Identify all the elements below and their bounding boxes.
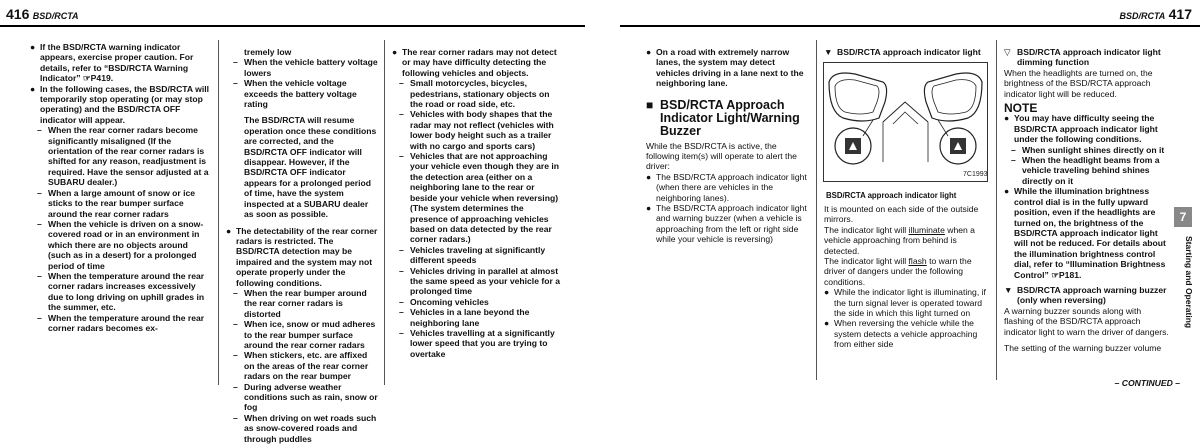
left-header-rule	[0, 25, 585, 27]
paragraph: It is mounted on each side of the outside mirrors.	[824, 204, 979, 225]
sub-item: – Vehicles driving in parallel at almost the same speed as your vehicle for a prolonged time	[399, 265, 560, 297]
mirror-illustration	[823, 62, 988, 182]
chapter-tab: 7	[1174, 207, 1192, 227]
left-header	[6, 6, 79, 22]
chapter-side-label: Starting and Operating	[1184, 236, 1194, 329]
sub-item: – When stickers, etc. are affixed on the areas of the rear corner radars on the rear bumper	[233, 350, 369, 382]
sub-item: – Small motorcycles, bicycles, pedestrians, stationary objects on the road or road side, etc.	[399, 78, 550, 110]
column-5	[824, 47, 992, 57]
column-1	[30, 42, 212, 333]
column-2	[226, 47, 378, 444]
list-item: ● While the indicator light is illuminating, if the turn signal lever is operated toward the side in which this light turned on	[824, 287, 986, 319]
sub-item: – Vehicles with body shapes that the radar may not reflect (vehicles with lower body height such as a trailer with no cargo and sports cars)	[399, 109, 554, 151]
figure-caption: BSD/RCTA approach indicator light	[826, 191, 957, 200]
list-item: ● When reversing the vehicle while the system detects a vehicle approaching from either side	[824, 318, 978, 350]
subsection-heading: ▼ BSD/RCTA approach indicator light	[824, 47, 981, 57]
sub-item: – Vehicles that are not approaching your vehicle even though they are in the detection area (either on a neighboring lane to the rear or beside your vehicle when reversing) (The system determines the presence of approaching vehicles based on data detected by the rear corner radars.)	[399, 151, 559, 245]
left-chapter-title: BSD/RCTA	[32, 11, 79, 21]
column-6	[1004, 47, 1170, 353]
sub-item: – When the temperature around the rear corner radars increases excessively due to long driving on uphill grades in the summer, etc.	[37, 270, 205, 313]
paragraph: The setting of the warning buzzer volume	[1004, 342, 1162, 353]
sub-item: – When the rear bumper around the rear corner radars is distorted	[233, 287, 367, 319]
paragraph: The indicator light will illuminate when a vehicle approaching from behind is detected.	[824, 224, 975, 256]
paragraph: The indicator light will flash to warn the driver of dangers under the following conditions.	[824, 256, 972, 287]
sub-item: – When the vehicle is driven on a snow-covered road or in an environment in which there are no objects around (such as in a desert) for a prolonged period of time	[37, 218, 204, 271]
list-item: ● The detectability of the rear corner radars is restricted. The BSD/RCTA detection may be impaired and the system may not operate properly under the following conditions.	[226, 225, 378, 288]
paragraph: The BSD/RCTA will resume operation once these conditions are corrected, and the BSD/RCTA OFF indicator will disappear. However, if the BSD/RCTA OFF indicator appears for a prolonged period of time, have the system inspected at a SUBARU dealer as soon as possible.	[244, 115, 377, 220]
sub-item: – When the vehicle battery voltage lowers	[233, 57, 378, 78]
list-item: ● While the illumination brightness control dial is in the fully upward position, even if the headlights are turned on, the brightness of the BSD/RCTA approach indicator light will not be reduced. For details about the illumination brightness control dial, refer to “Illumination Brightness Control” ☞P181.	[1004, 186, 1166, 280]
column-divider	[384, 40, 385, 385]
list-item: ● The rear corner radars may not detect or may have difficulty detecting the following vehicles and objects.	[392, 47, 557, 78]
column-divider	[816, 40, 817, 380]
column-3	[392, 47, 560, 359]
right-header-rule	[620, 25, 1200, 27]
sub-item: – When ice, snow or mud adheres to the rear bumper surface around the rear corner radars	[233, 319, 376, 350]
column-5-body	[824, 204, 992, 350]
paragraph: When the headlights are turned on, the brightness of the BSD/RCTA approach indicator light will be reduced.	[1004, 67, 1153, 99]
right-header	[1119, 6, 1192, 22]
sub-item: – Oncoming vehicles	[399, 296, 489, 307]
list-item: ● In the following cases, the BSD/RCTA will temporarily stop operating (or may stop operating) and the BSD/RCTA OFF indicator will appear.	[30, 83, 210, 125]
figure-code: 7C1993	[963, 171, 988, 178]
sub-item: – During adverse weather conditions such as rain, snow or fog	[233, 381, 378, 413]
sub-item: – Vehicles in a lane beyond the neighboring lane	[399, 307, 530, 328]
subsection-heading: ▼ BSD/RCTA approach warning buzzer (only when reversing)	[1004, 284, 1167, 306]
sub-item: – When the rear corner radars become significantly misaligned (If the orientation of the rear corner radars is shifted for any reason, readjustment is required. Have the sensor adjusted at a SUBARU dealer.)	[37, 125, 209, 188]
left-page-number: 416	[6, 6, 30, 22]
list-item: ● If the BSD/RCTA warning indicator appears, exercise proper caution. For details, refer to “BSD/RCTA Warning Indicator” ☞P419.	[30, 42, 194, 84]
sub-item: – When the headlight beams from a vehicle traveling behind shines directly on it	[1011, 155, 1160, 186]
column-divider	[996, 40, 997, 380]
note-heading: NOTE	[1004, 101, 1038, 116]
paragraph: While the BSD/RCTA is active, the following item(s) will operate to alert the driver:	[646, 140, 797, 172]
column-4	[646, 47, 810, 245]
list-item: ● You may have difficulty seeing the BSD/RCTA approach indicator light under the following conditions.	[1004, 113, 1158, 145]
sub-item: – When driving on wet roads such as snow-covered roads and through puddles	[233, 412, 377, 444]
mirror-illustration-svg	[823, 62, 988, 182]
column-divider	[218, 40, 219, 385]
continued-text: tremely low	[244, 47, 292, 57]
sub-item: – Vehicles travelling at a significantly lower speed that you are trying to overtake	[399, 327, 555, 359]
section-heading: ■ BSD/RCTA Approach Indicator Light/Warning Buzzer	[646, 97, 800, 138]
list-item: ● On a road with extremely narrow lanes, the system may detect vehicles driving in a lane next to the neighboring lane.	[646, 47, 804, 89]
list-item: ● The BSD/RCTA approach indicator light and warning buzzer (when a vehicle is approaching from the left or right side while your vehicle is reversing)	[646, 203, 807, 245]
sub-item: – Vehicles traveling at significantly different speeds	[399, 244, 546, 266]
right-page-number: 417	[1168, 6, 1192, 22]
list-item: ● The BSD/RCTA approach indicator light (when there are vehicles in the neighboring lanes).	[646, 171, 807, 203]
continued-marker: – CONTINUED –	[1114, 378, 1180, 388]
sub-item: – When the vehicle voltage exceeds the battery voltage rating	[233, 78, 357, 110]
paragraph: A warning buzzer sounds along with flashing of the BSD/RCTA approach indicator light to warn the driver of dangers.	[1004, 305, 1169, 337]
subsection-heading: ▽ BSD/RCTA approach indicator light dimming function	[1004, 47, 1161, 68]
sub-item: – When sunlight shines directly on it	[1011, 144, 1165, 155]
sub-item: – When a large amount of snow or ice sticks to the rear bumper surface around the rear corner radars	[37, 187, 196, 219]
right-chapter-title: BSD/RCTA	[1119, 11, 1166, 21]
sub-item: – When the temperature around the rear corner radars becomes ex-	[37, 312, 205, 333]
